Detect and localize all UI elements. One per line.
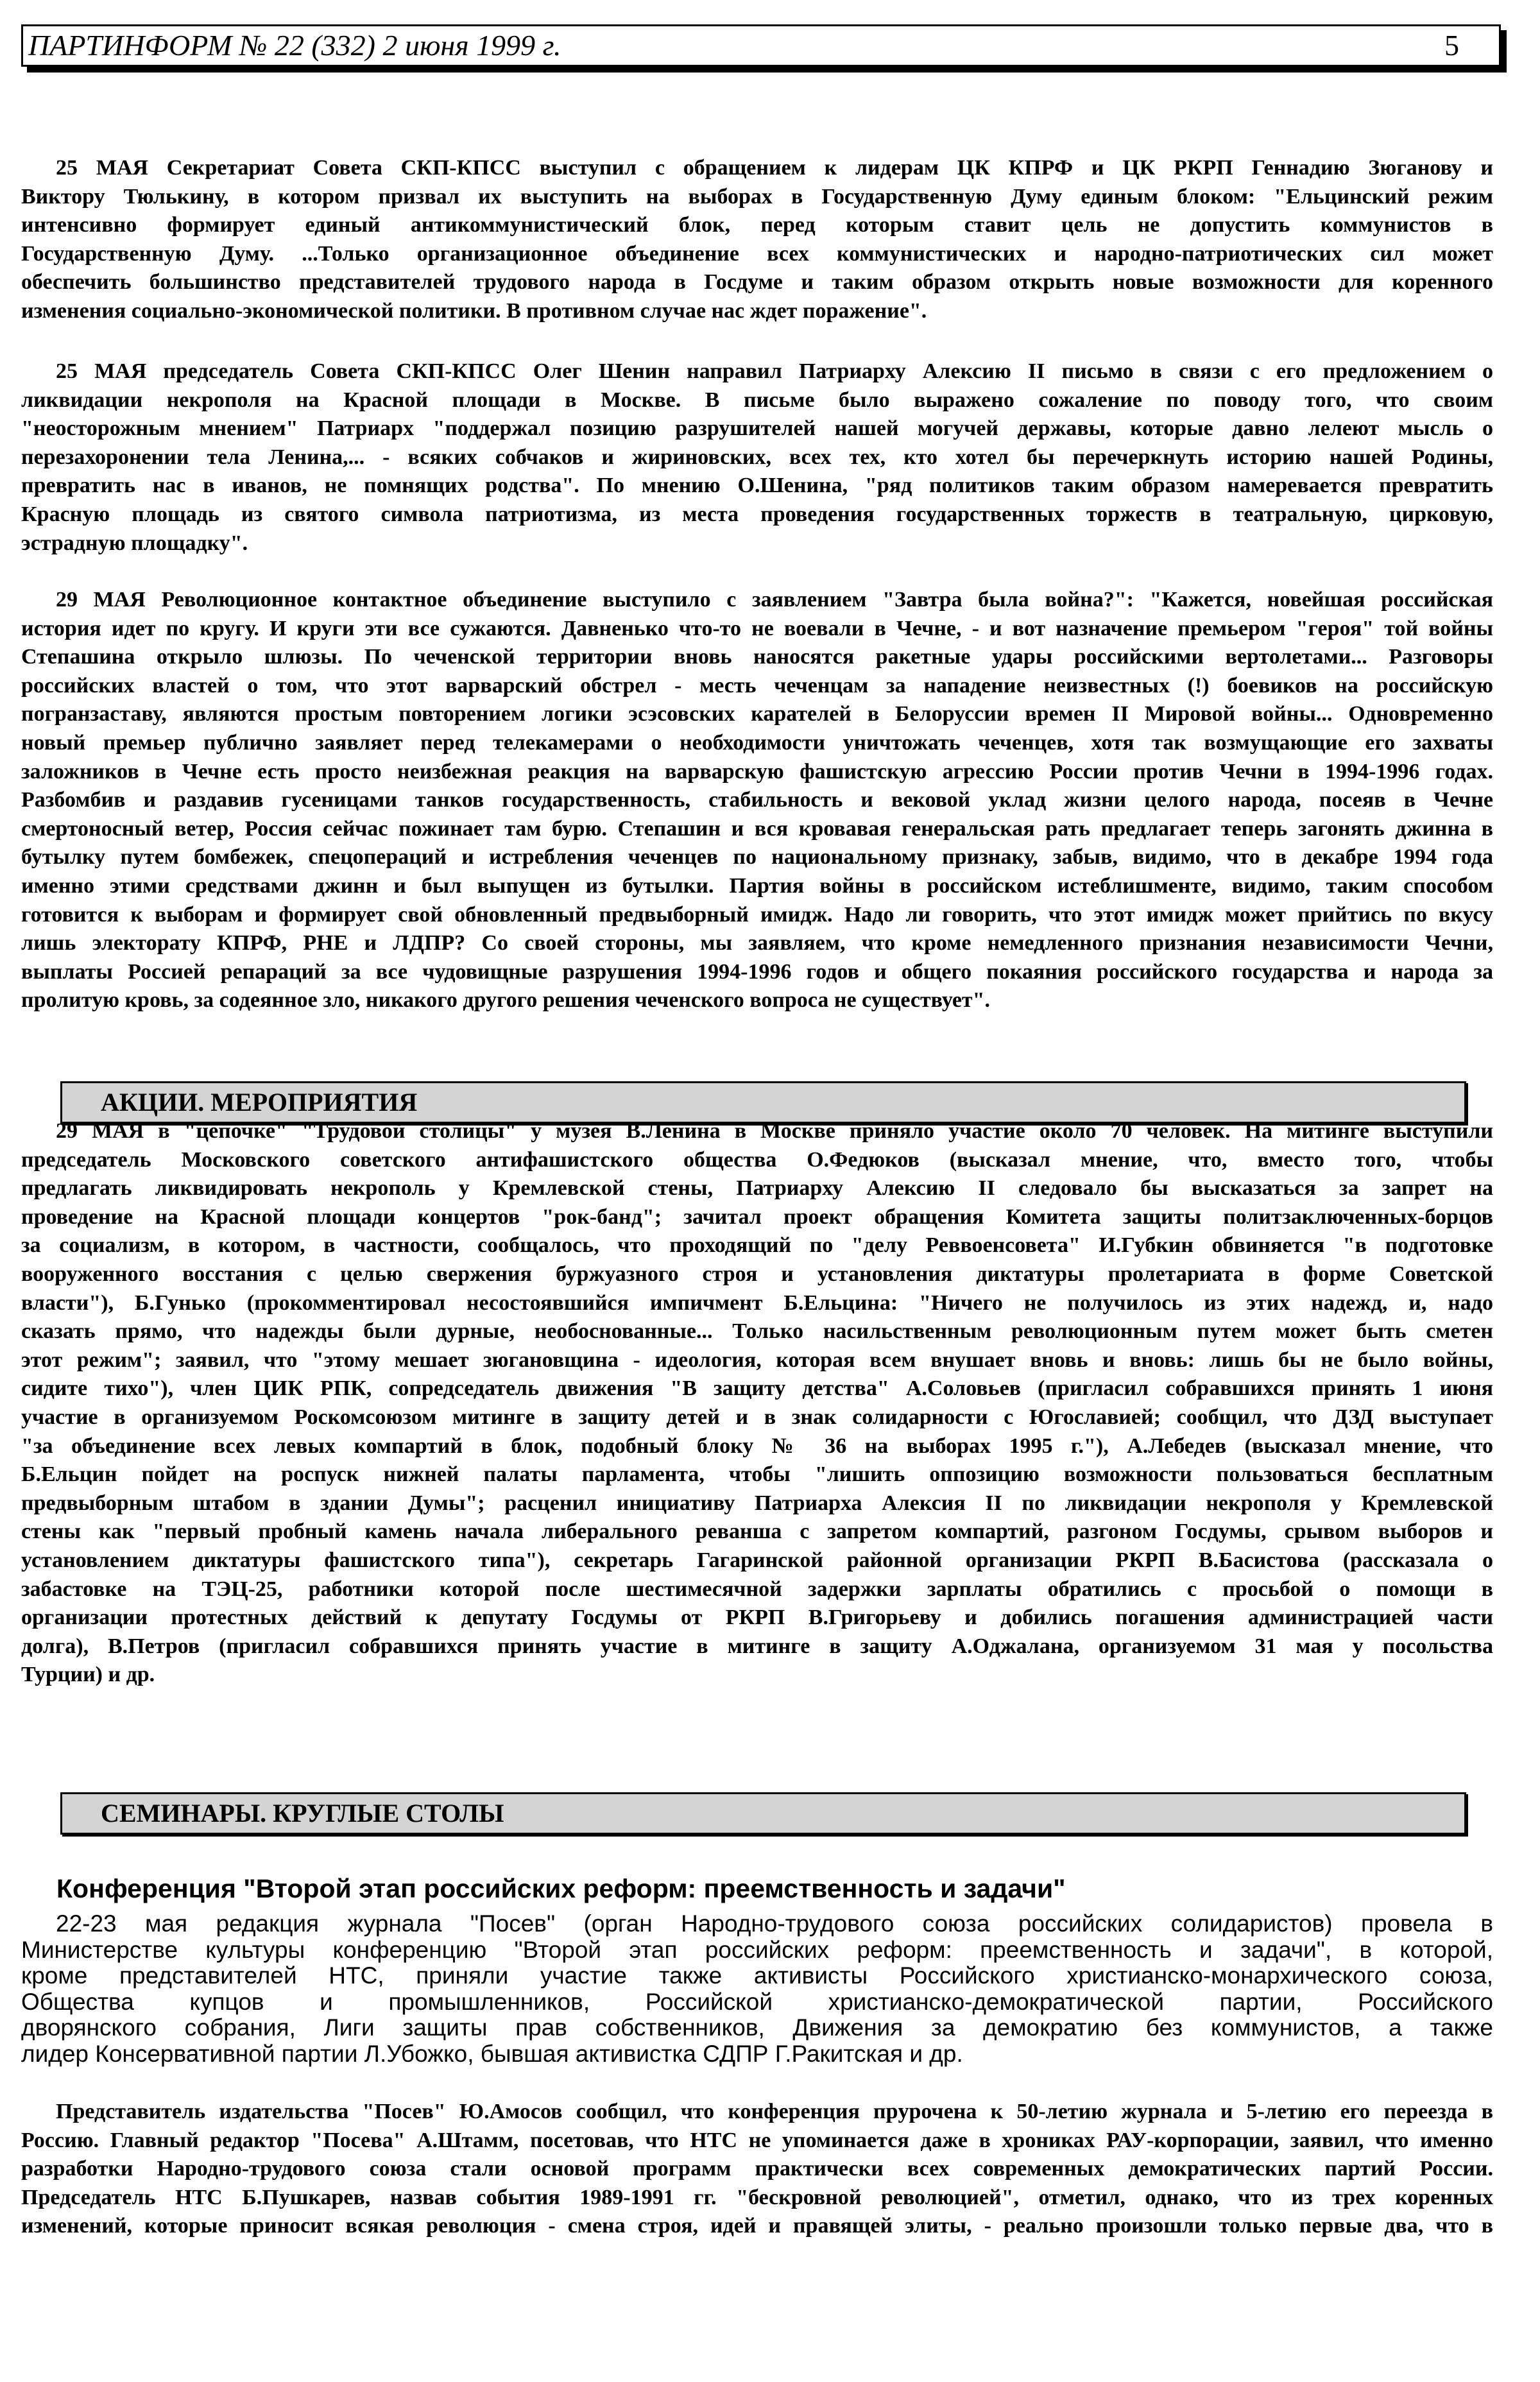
text-line: выплаты Россией репараций за все чудовищные разрушения 1994-1996 годов и общего покаяния российского государства и народа за	[21, 959, 1493, 984]
news-item-may25-shenin	[21, 357, 1493, 558]
conference-report	[21, 2098, 1493, 2241]
news-item-may25-secretariat	[21, 154, 1493, 326]
text-line: Красную площадь из святого символа патриотизма, из места проведения государственных торжеств в театральную, цирковую,	[21, 502, 1493, 526]
text-line: Б.Ельцин пойдет на роспуск нижней палаты парламента, чтобы "лишить оппозицию возможности пользоваться бесплатным	[21, 1462, 1493, 1487]
text-line: Степашина открыло шлюзы. По чеченской территории вновь наносятся ракетные удары российскими вертолетами... Разговоры	[21, 645, 1493, 669]
text-line: забастовке на ТЭЦ-25, работники которой после шестимесячной задержки зарплаты обратились с просьбой о помощи в	[21, 1577, 1493, 1601]
text-line: долга), В.Петров (пригласил собравшихся принять участие в митинге в защиту А.Оджалана, организуемом 31 мая у посольства	[21, 1634, 1493, 1658]
text-line: вооруженного восстания с целью свержения буржуазного строя и установления диктатуры пролетариата в форме Советской	[21, 1262, 1493, 1286]
news-item-may29-rko	[21, 586, 1493, 1015]
text-line: участие в организуемом Роскомсоюзом митинге в защиту детей и в знак солидарности с Югославией; сообщил, что ДЗД выступает	[21, 1405, 1493, 1429]
text-line: превратить нас в иванов, не помнящих родства". По мнению О.Шенина, "ряд политиков таким образом намеревается превратить	[21, 474, 1493, 498]
text-line: готовится к выборам и формирует свой обновленный предвыборный имидж. Надо ли говорить, что этот имидж может прийтись по вкусу	[21, 902, 1493, 927]
text-line: интенсивно формирует единый антикоммунистический блок, перед которым ставит цель не допустить коммунистов в	[21, 213, 1493, 237]
text-line: сказать прямо, что надежды были дурные, необоснованные... Только насильственным революционным путем может быть сметен	[21, 1319, 1493, 1344]
text-line: сидите тихо"), член ЦИК РПК, сопредседатель движения "В защиту детства" А.Соловьев (пригласил собравшихся принять 1 июня	[21, 1376, 1493, 1401]
text-line: 25 МАЯ председатель Совета СКП-КПСС Олег Шенин направил Патриарху Алексию II письмо в связи с его предложением о	[56, 359, 1493, 383]
text-line: изменений, которые приносит всякая революция - смена строя, идей и правящей элиты, - реально произошли только первые два, что в	[21, 2214, 1493, 2238]
section-header-seminars	[60, 1792, 1466, 1835]
text-line: установлением диктатуры фашистского типа"), секретарь Гагаринской районной организации РКРП В.Басистова (рассказала о	[21, 1548, 1493, 1572]
text-line: "неосторожным мнением" Патриарх "поддержал позицию разрушителей нашей могучей державы, которые давно лелеют мысль о	[21, 416, 1493, 441]
text-line: Государственную Думу. ...Только организационное объединение всех коммунистических и народно-патриотических сил может	[21, 241, 1493, 266]
text-line: лишь электорату КПРФ, РНЕ и ЛДПР? Со своей стороны, мы заявляем, что кроме немедленного признания независимости Чечни,	[21, 931, 1493, 955]
text-line: российских властей о том, что этот варварский обстрел - месть чеченцам за нападение неизвестных (!) боевиков на российскую	[21, 673, 1493, 698]
text-line: ликвидации некрополя на Красной площади в Москве. В письме было выражено сожаление по поводу того, что своим	[21, 388, 1493, 412]
text-line: организации протестных действий к депутату Госдумы от РКРП В.Григорьеву и добились погашения администрацией части	[21, 1606, 1493, 1630]
text-line: власти"), Б.Гунько (прокомментировал несостоявшийся импичмент Б.Ельцина: "Ничего не получилось из этих надежд, и, надо	[21, 1290, 1493, 1315]
text-line: Разбомбив и раздавив гусеницами танков государственность, стабильность и вековой уклад жизни целого народа, посеяв в Чечне	[21, 788, 1493, 812]
text-line: обеспечить большинство представителей трудового народа в Госдуме и таким образом открыть новые возможности для коренного	[21, 270, 1493, 295]
text-line: Виктору Тюлькину, в котором призвал их выступить на выборах в Государственную Думу единым блоком: "Ельцинский режим	[21, 184, 1493, 209]
text-line: кроме представителей НТС, приняли участие также активисты Российского христианско-монархического союза,	[21, 1962, 1493, 1989]
text-line: новый премьер публично заявляет перед телекамерами о необходимости уничтожать чеченцев, хотя так возмущающие его захваты	[21, 730, 1493, 755]
text-line: 22-23 мая редакция журнала "Посев" (орган Народно-трудового союза российских солидаристов) провела в	[56, 1910, 1493, 1937]
text-line: погранзаставу, являются простым повторением логики эсэсовских карателей в Белоруссии времен II Мировой войны... Одновременно	[21, 702, 1493, 726]
text-line: эстрадную площадку".	[21, 531, 248, 555]
text-line: перезахоронении тела Ленина,... - всяких собчаков и жириновских, всех тех, кто хотел бы перечеркнуть историю нашей Родины,	[21, 445, 1493, 469]
conference-intro	[21, 1911, 1493, 2068]
conference-heading: Конференция "Второй этап российских реформ: преемственность и задачи"	[56, 1874, 1066, 1903]
section-title: СЕМИНАРЫ. КРУГЛЫЕ СТОЛЫ	[101, 1799, 504, 1828]
text-line: 29 МАЯ в "цепочке" "Трудовой столицы" у музея В.Ленина в Москве приняло участие около 70 человек. На митинге выступили	[56, 1119, 1493, 1143]
text-line: Турции) и др.	[21, 1663, 155, 1687]
text-line: стены как "первый пробный камень начала либерального реванша с запретом компартий, разгоном Госдумы, срывом выборов и	[21, 1520, 1493, 1544]
text-line: Общества купцов и промышленников, Российской христианско-демократической партии, Российского	[21, 1988, 1493, 2015]
text-line: Председатель НТС Б.Пушкарев, назвав события 1989-1991 гг. "бескровной революцией", отметил, однако, что из трех коренных	[21, 2185, 1493, 2209]
text-line: разработки Народно-трудового союза стали основой программ практически всех современных демократических партий России.	[21, 2157, 1493, 2181]
text-line: дворянского собрания, Лиги защиты прав собственников, Движения за демократию без коммунистов, а также	[21, 2014, 1493, 2041]
news-item-may29-rally	[21, 1117, 1493, 1690]
text-line: смертоносный ветер, Россия сейчас пожинает там бурю. Степашин и вся кровавая генеральская рать предлагает теперь загонять джинна в	[21, 816, 1493, 841]
text-line: проведение на Красной площади концертов "рок-банд"; зачитал проект обращения Комитета защиты политзаключенных-борцов	[21, 1204, 1493, 1229]
text-line: лидер Консервативной партии Л.Убожко, бывшая активистка СДПР Г.Ракитская и др.	[21, 2040, 963, 2067]
text-line: Представитель издательства "Посев" Ю.Амосов сообщил, что конференция пpурочена к 50-летию журнала и 5-летию его переезда в	[56, 2100, 1493, 2123]
text-line: именно этими средствами джинн и был выпущен из бутылки. Партия войны в российском истеблишменте, видимо, таким способом	[21, 873, 1493, 898]
text-line: за социализм, в котором, в частности, сообщалось, что проходящий по "делу Реввоенсовета" И.Губкин обвиняется "в подготовке	[21, 1233, 1493, 1258]
text-line: председатель Московского советского антифашистского общества О.Федюков (высказал мнение, что, вместо того, чтобы	[21, 1147, 1493, 1172]
text-line: история идет по кругу. И круги эти все сужаются. Давненько что-то не воевали в Чечне, - и вот назначение премьером "героя" той войны	[21, 616, 1493, 640]
page-header	[21, 24, 1501, 67]
text-line: изменения социально-экономической политики. В противном случае нас ждет поражение".	[21, 298, 927, 323]
text-line: Министерстве культуры конференцию "Второй этап российских реформ: преемственность и задачи", в которой,	[21, 1936, 1493, 1963]
text-line: Россию. Главный редактор "Посева" А.Штамм, посетовав, что НТС не упоминается даже в хрониках РАУ-корпорации, заявил, что именно	[21, 2128, 1493, 2152]
text-line: заложников в Чечне есть просто неизбежная реакция на варварскую фашистскую агрессию России против Чечни в 1994-1996 годах.	[21, 759, 1493, 784]
text-line: предлагать ликвидировать некрополь у Кремлевской стены, Патриарху Алексию II следовало бы высказаться за запрет на	[21, 1176, 1493, 1201]
text-line: бутылку путем бомбежек, спецопераций и истребления чеченцев по национальному признаку, забыв, видимо, что в декабре 1994 года	[21, 845, 1493, 870]
text-line: пролитую кровь, за содеянное зло, никакого другого решения чеченского вопроса не существует".	[21, 988, 990, 1013]
page-number: 5	[1444, 29, 1459, 62]
text-line: этот режим"; заявил, что "этому мешает зюгановщина - идеология, которая всем внушает вновь и вновь: лишь бы не было войны,	[21, 1348, 1493, 1372]
section-title: АКЦИИ. МЕРОПРИЯТИЯ	[101, 1088, 418, 1117]
publication-title: ПАРТИНФОРМ № 22 (332) 2 июня 1999 г.	[28, 29, 561, 62]
text-line: 29 МАЯ Революционное контактное объединение выступило с заявлением "Завтра была война?": "Кажется, новейшая российская	[56, 588, 1493, 612]
text-line: "за объединение всех левых компартий в блок, подобный блоку № 36 на выборах 1995 г."), А.Лебедев (высказал мнение, что	[21, 1434, 1493, 1458]
text-line: 25 МАЯ Секретариат Совета СКП-КПСС выступил с обращением к лидерам ЦК КПРФ и ЦК РКРП Геннадию Зюганову и	[56, 156, 1493, 180]
text-line: предвыборным штабом в здании Думы"; расценил инициативу Патриарха Алексия II по ликвидации некрополя у Кремлевской	[21, 1491, 1493, 1515]
